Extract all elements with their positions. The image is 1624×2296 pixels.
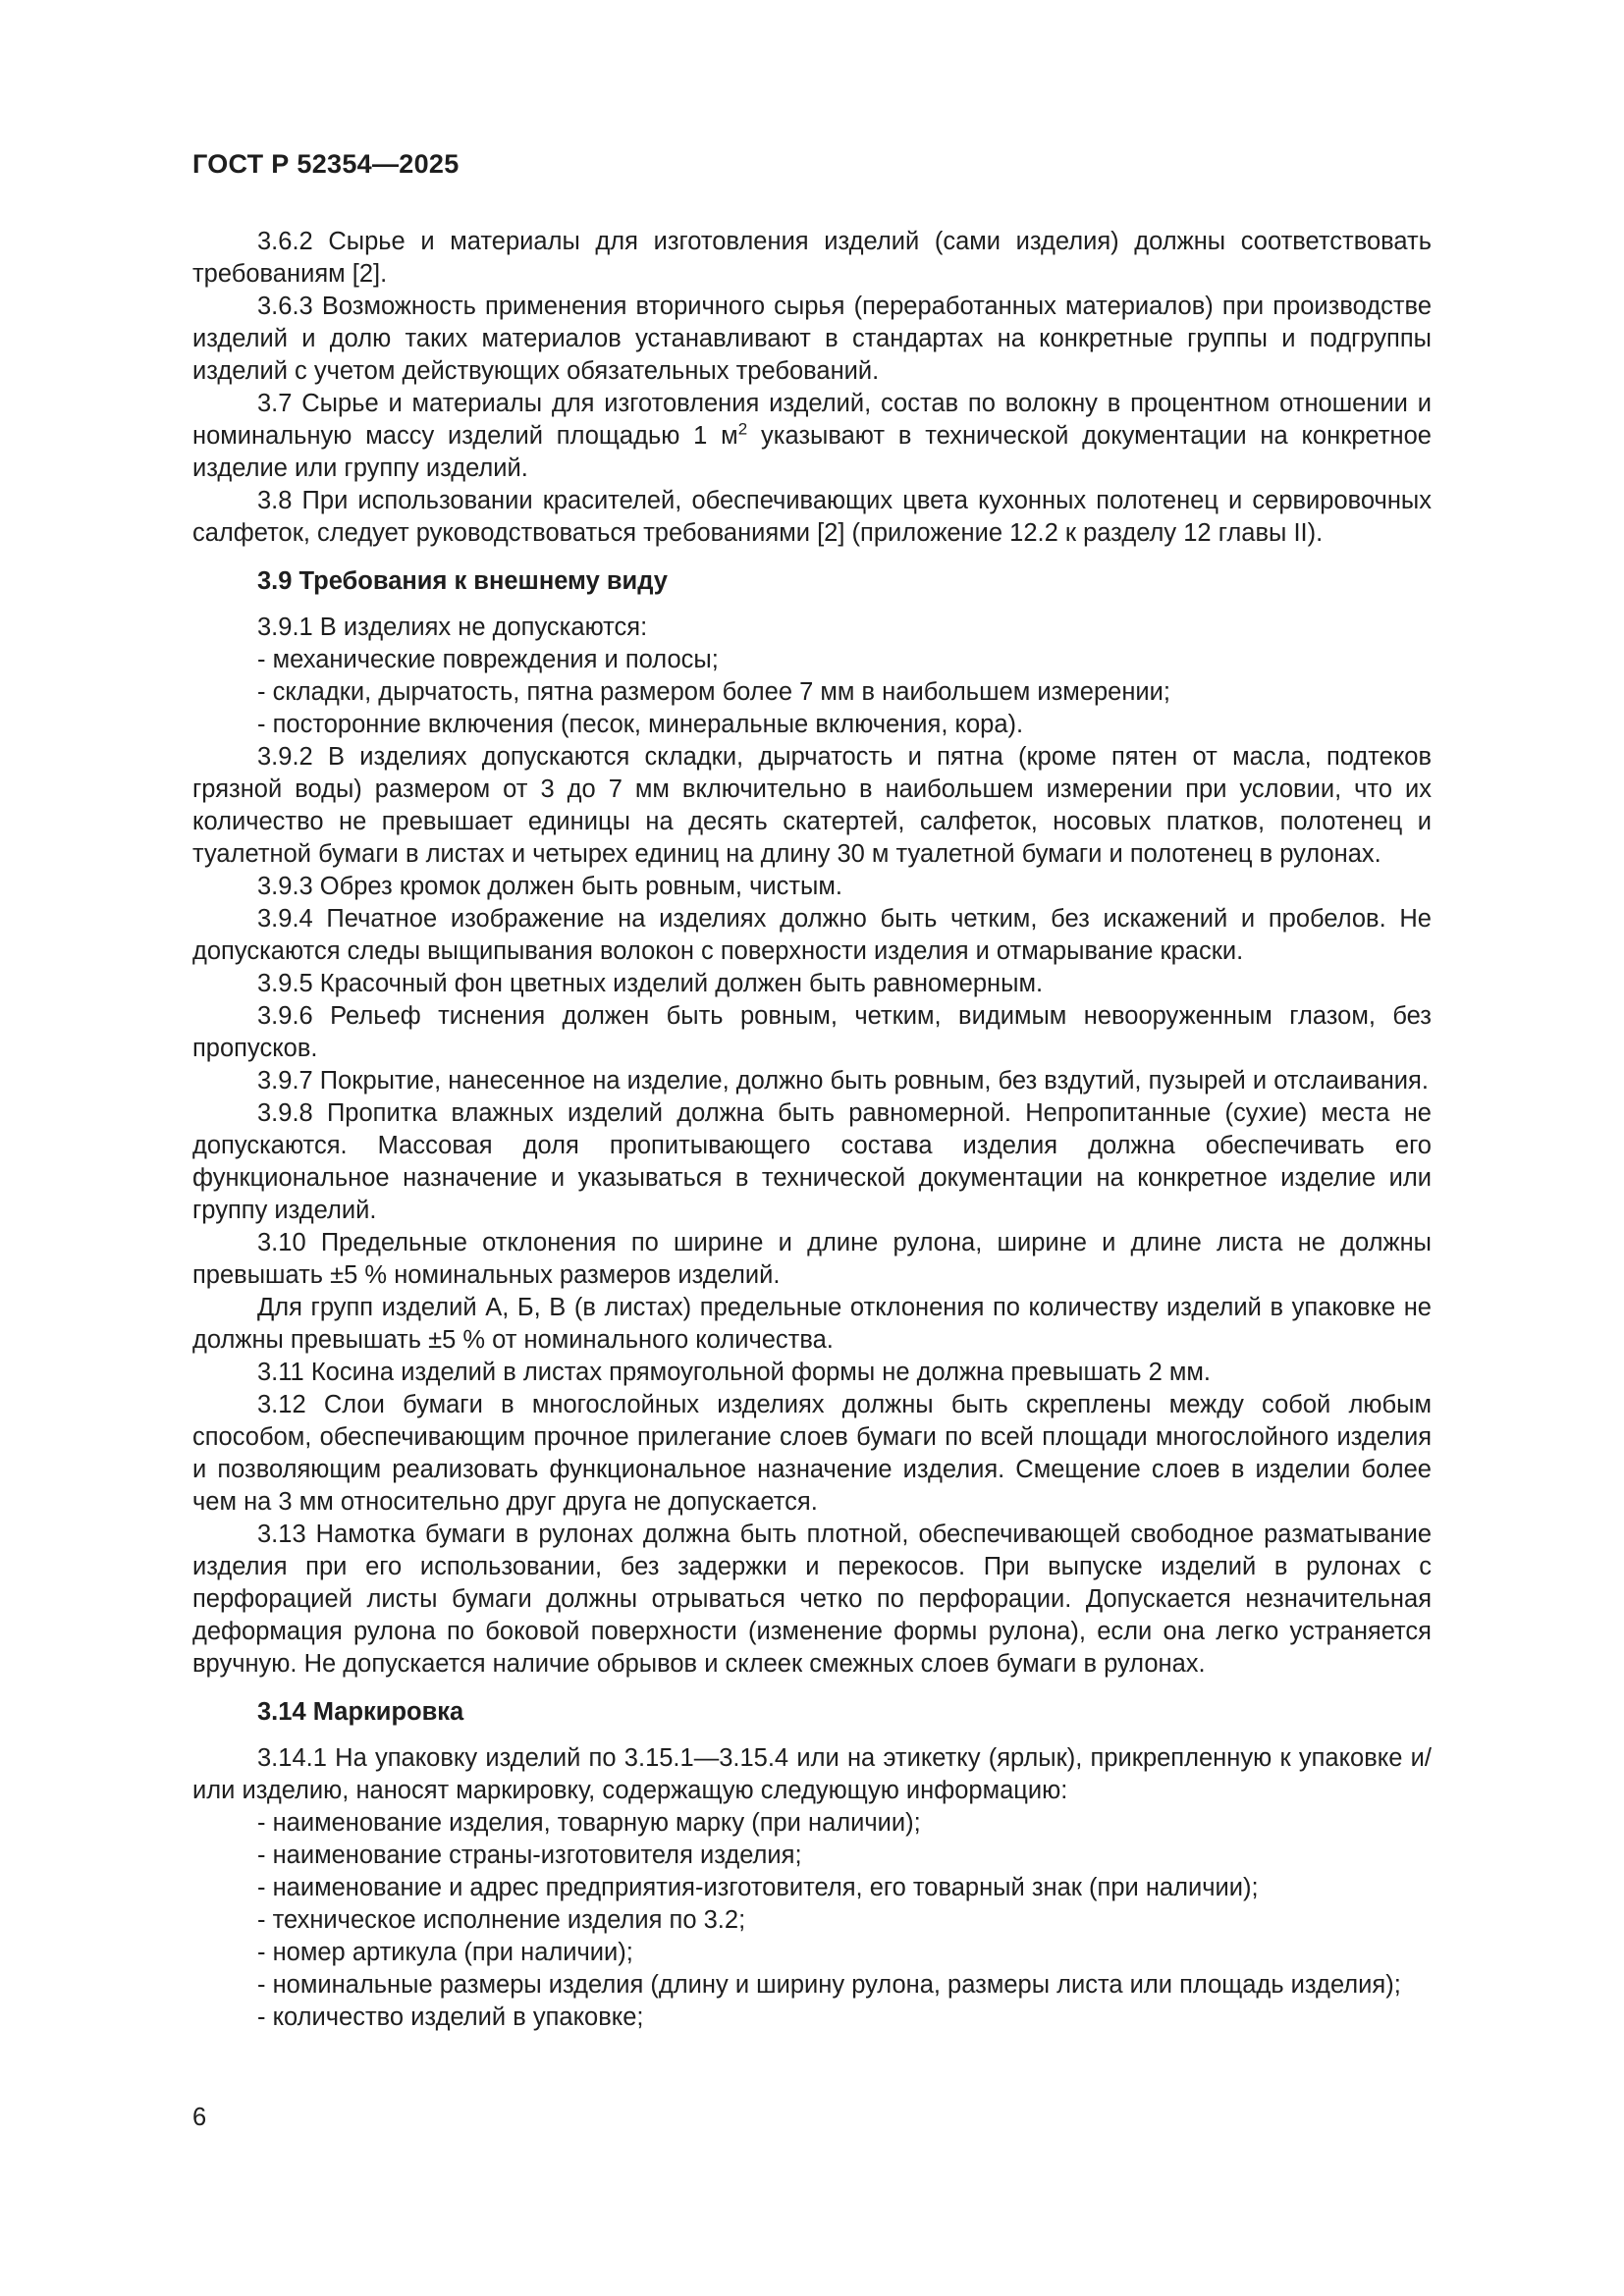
paragraph-3-9-7: 3.9.7 Покрытие, нанесенное на изделие, должно быть ровным, без вздутий, пузырей и отслаивания. (257, 1067, 1429, 1095)
paragraph-3-7 (192, 388, 1432, 485)
section-heading-3-14: 3.14 Маркировка (257, 1698, 464, 1726)
paragraph-3-12: 3.12 Слои бумаги в многослойных изделиях должны быть скреплены между собой любым способом, обеспечивающим прочное прилегание слоев бумаги по всей площади многослойного изделия и позволяющим реализовать функциональное назначение изделия. Смещение слоев в изделии более чем на 3 мм относительно друг друга не допускается. (192, 1391, 1432, 1516)
list-item: - механические повреждения и полосы; (257, 646, 719, 673)
paragraph-3-9-4: 3.9.4 Печатное изображение на изделиях должно быть четким, без искажений и пробелов. Не допускаются следы выщипывания волокон с поверхности изделия и отмарывание краски. (192, 905, 1432, 965)
paragraph-3-9-6: 3.9.6 Рельеф тиснения должен быть ровным, четким, видимым невооруженным глазом, без пропусков. (192, 1002, 1432, 1062)
list-item: - наименование изделия, товарную марку (при наличии); (257, 1809, 921, 1837)
list-item: - техническое исполнение изделия по 3.2; (257, 1906, 746, 1934)
list-item: - складки, дырчатость, пятна размером более 7 мм в наибольшем измерении; (257, 678, 1171, 706)
page-number: 6 (192, 2104, 207, 2131)
paragraph-3-8: 3.8 При использовании красителей, обеспечивающих цвета кухонных полотенец и сервировочных салфеток, следует руководствоваться требованиями [2] (приложение 12.2 к разделу 12 главы II). (192, 487, 1432, 547)
paragraph-3-9-8: 3.9.8 Пропитка влажных изделий должна быть равномерной. Непропитанные (сухие) места не допускаются. Массовая доля пропитывающего состава изделия должна обеспечивать его функциональное назначение и указываться в технической документации на конкретное изделие или группу изделий. (192, 1099, 1432, 1224)
list-item: - посторонние включения (песок, минеральные включения, кора). (257, 711, 1024, 738)
document-header: ГОСТ Р 52354—2025 (192, 149, 460, 179)
paragraph-3-9-3: 3.9.3 Обрез кромок должен быть ровным, чистым. (257, 873, 842, 900)
paragraph-3-11: 3.11 Косина изделий в листах прямоугольной формы не должна превышать 2 мм. (257, 1359, 1211, 1386)
document-body (192, 226, 1432, 2034)
paragraph-3-10-b: Для групп изделий А, Б, В (в листах) предельные отклонения по количеству изделий в упаковке не должны превышать ±5 % от номинального количества. (192, 1294, 1432, 1354)
paragraph-3-7-part-2: указывают в технической документации на конкретное изделие или группу изделий. (192, 422, 1432, 482)
list-item: - наименование и адрес предприятия-изготовителя, его товарный знак (при наличии); (257, 1874, 1259, 1901)
paragraph-3-7-part-1: 3.7 Сырье и материалы для изготовления изделий, состав по волокну в процентном отношении и номинальную массу изделий площадью 1 м (192, 390, 1432, 450)
superscript-2: 2 (737, 419, 748, 439)
paragraph-3-14-1: 3.14.1 На упаковку изделий по 3.15.1—3.15.4 или на этикетку (ярлык), прикрепленную к упаковке и/или изделию, наносят маркировку, содержащую следующую информацию: (192, 1744, 1432, 1804)
list-item: - наименование страны-изготовителя изделия; (257, 1842, 802, 1869)
paragraph-3-13: 3.13 Намотка бумаги в рулонах должна быть плотной, обеспечивающей свободное разматывание изделия при его использовании, без задержки и перекосов. При выпуске изделий в рулонах с перфорацией листы бумаги должны отрываться четко по перфорации. Допускается незначительная деформация рулона по боковой поверхности (изменение формы рулона), если она легко устраняется вручную. Не допускается наличие обрывов и склеек смежных слоев бумаги в рулонах. (192, 1521, 1432, 1678)
list-item: - количество изделий в упаковке; (257, 2003, 644, 2031)
paragraph-3-9-2: 3.9.2 В изделиях допускаются складки, дырчатость и пятна (кроме пятен от масла, подтеков грязной воды) размером от 3 до 7 мм включительно в наибольшем измерении при условии, что их количество не превышает единицы на десять скатертей, салфеток, носовых платков, полотенец и туалетной бумаги в листах и четырех единиц на длину 30 м туалетной бумаги и полотенец в рулонах. (192, 743, 1432, 868)
list-item: - номер артикула (при наличии); (257, 1939, 633, 1966)
paragraph-3-6-3: 3.6.3 Возможность применения вторичного сырья (переработанных материалов) при производстве изделий и долю таких материалов устанавливают в стандартах на конкретные группы и подгруппы изделий с учетом действующих обязательных требований. (192, 293, 1432, 385)
section-heading-3-9: 3.9 Требования к внешнему виду (257, 567, 668, 595)
paragraph-3-6-2: 3.6.2 Сырье и материалы для изготовления изделий (сами изделия) должны соответствовать требованиям [2]. (192, 228, 1432, 288)
list-item: - номинальные размеры изделия (длину и ширину рулона, размеры листа или площадь изделия); (257, 1971, 1401, 1999)
paragraph-3-9-5: 3.9.5 Красочный фон цветных изделий должен быть равномерным. (257, 970, 1044, 997)
paragraph-3-9-1: 3.9.1 В изделиях не допускаются: (257, 614, 648, 641)
paragraph-3-10: 3.10 Предельные отклонения по ширине и длине рулона, ширине и длине листа не должны превышать ±5 % номинальных размеров изделий. (192, 1229, 1432, 1289)
